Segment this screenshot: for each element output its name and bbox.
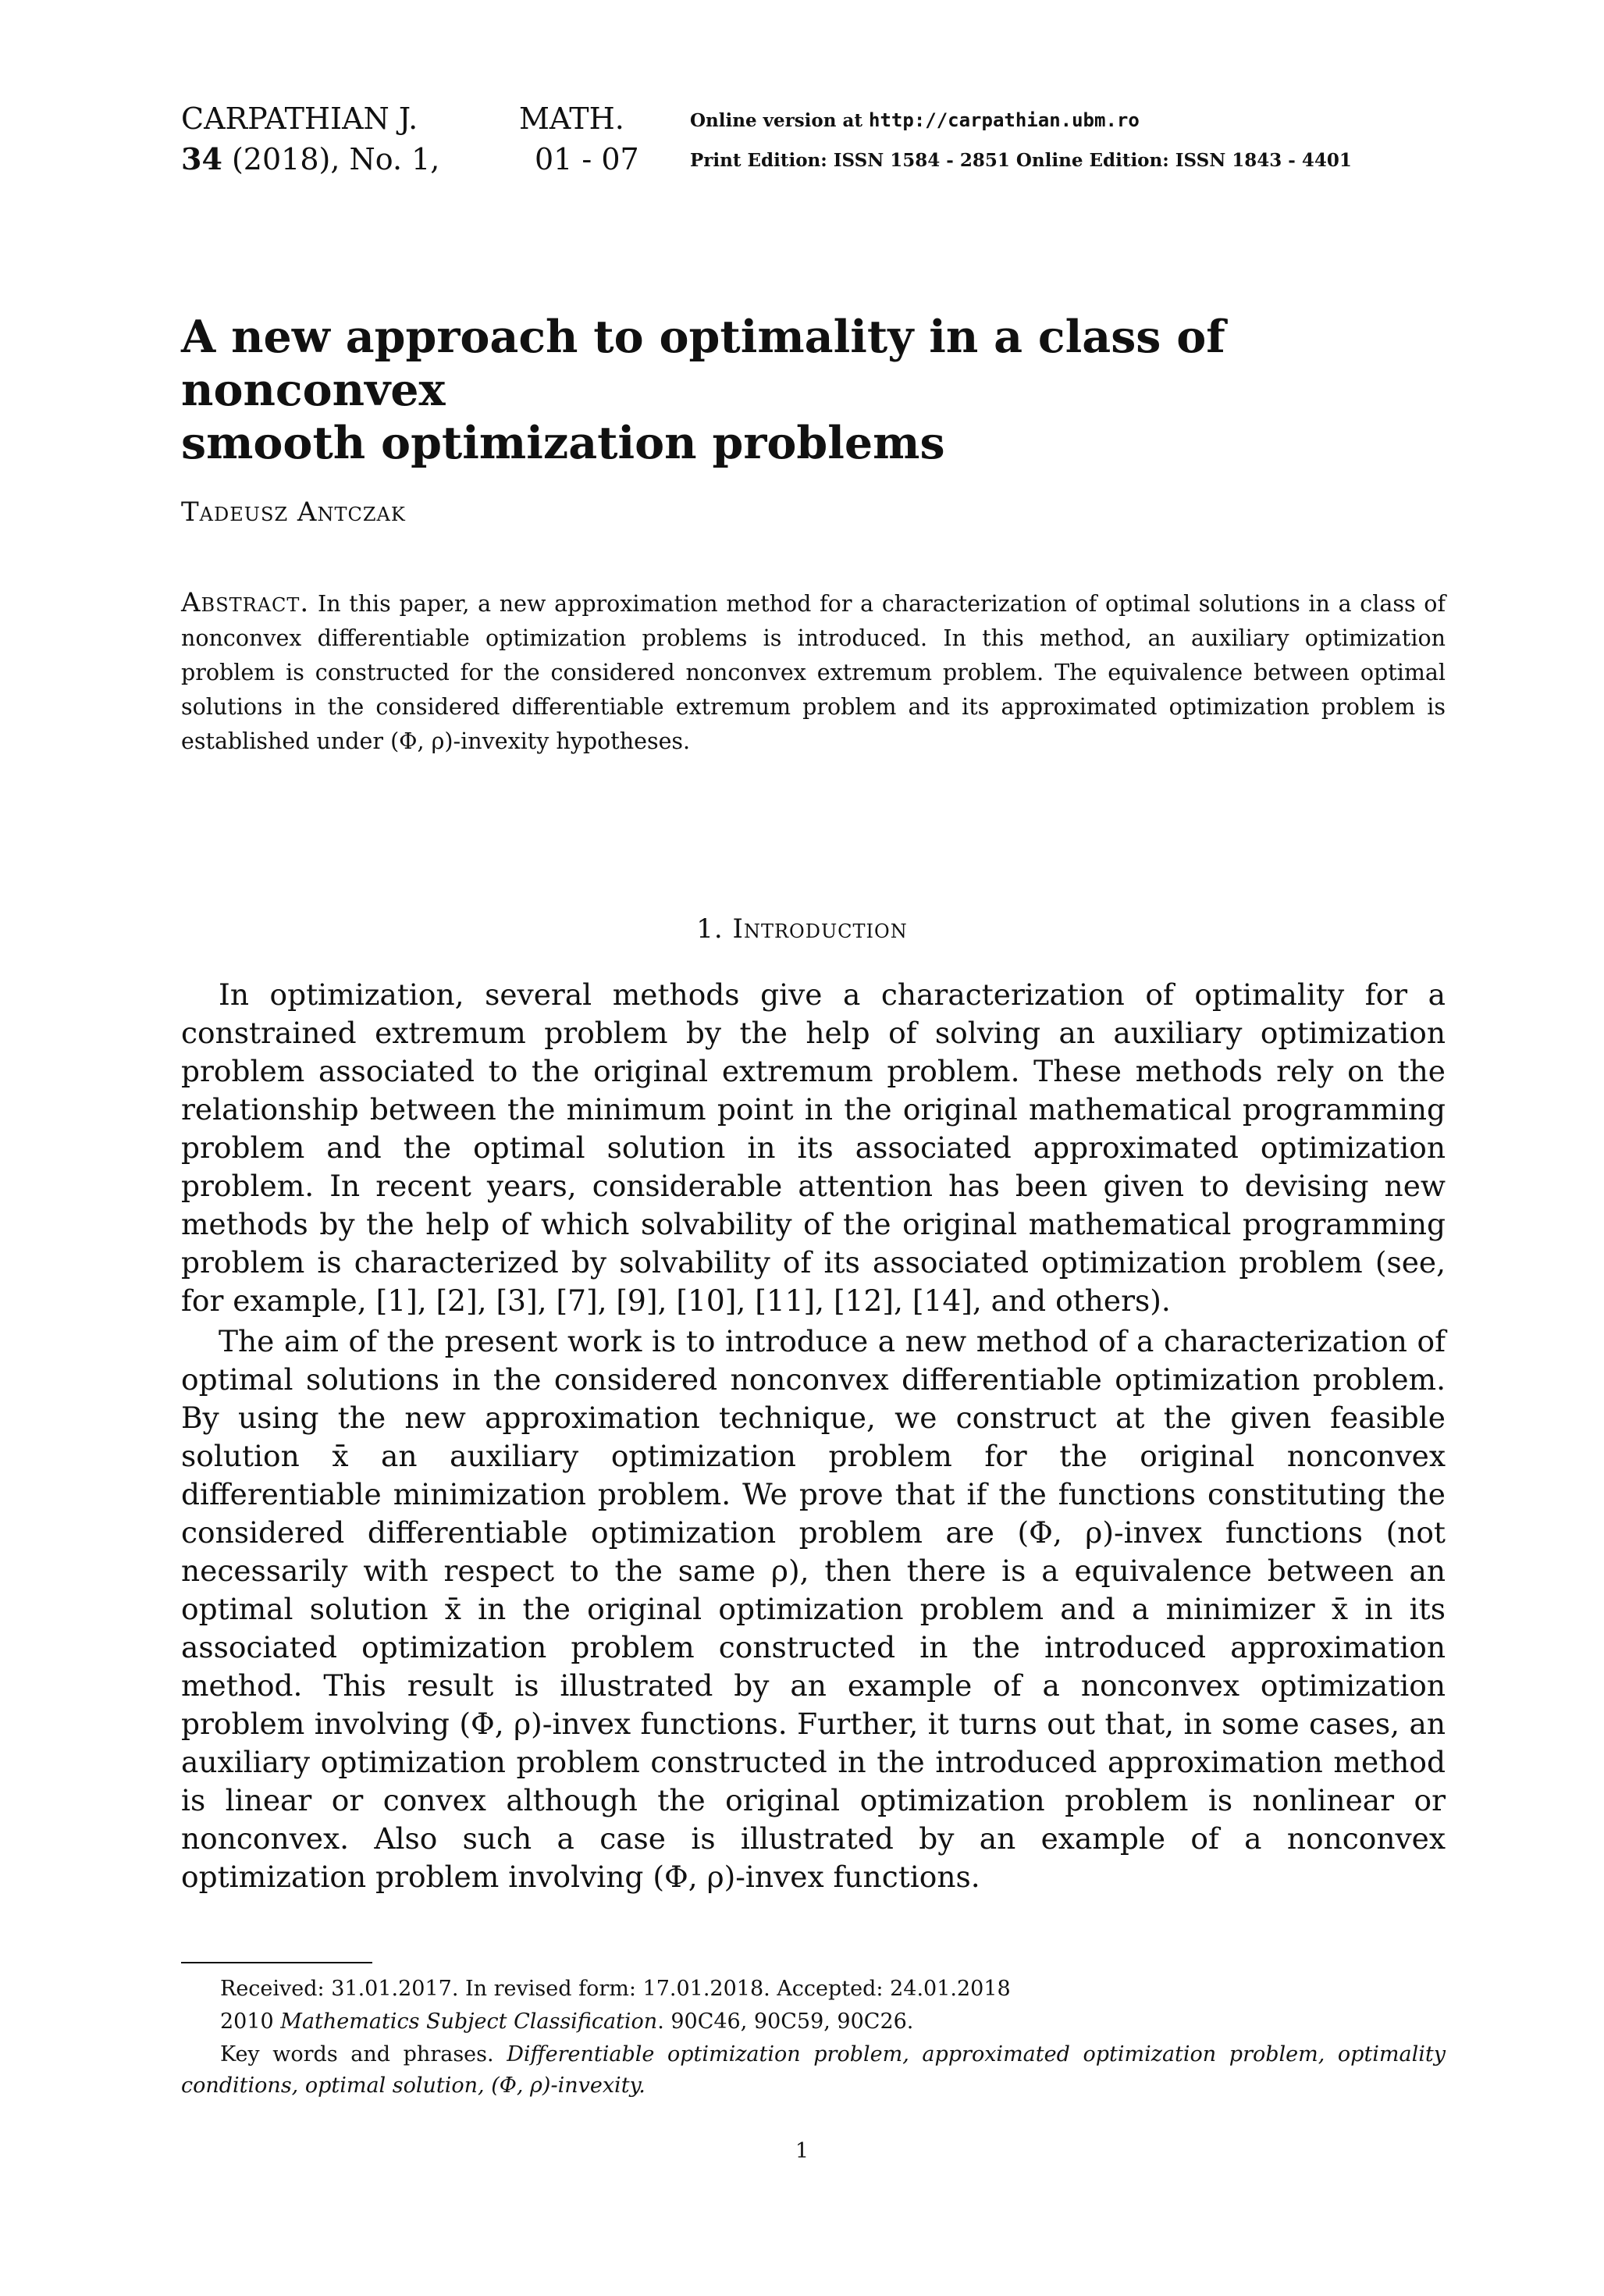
keywords bbox=[181, 2039, 1446, 2102]
volume-line bbox=[181, 141, 439, 178]
msc-label: Mathematics Subject Classification bbox=[280, 2009, 658, 2034]
online-version bbox=[690, 101, 1140, 140]
msc-year: 2010 bbox=[220, 2009, 281, 2034]
online-label: Online version at bbox=[690, 110, 870, 131]
page-range: 01 - 07 bbox=[535, 142, 639, 176]
page-number: 1 bbox=[795, 2139, 809, 2163]
online-url[interactable]: http://carpathian.ubm.ro bbox=[869, 109, 1140, 131]
author: Tadeusz Antczak bbox=[181, 497, 406, 528]
paper-title bbox=[181, 311, 1430, 470]
title-line-2: smooth optimization problems bbox=[181, 417, 945, 469]
journal-math: MATH. bbox=[519, 101, 624, 136]
volume-number: 34 bbox=[181, 141, 222, 176]
year-issue: (2018), No. 1, bbox=[222, 142, 440, 176]
section-title: Introduction bbox=[732, 913, 908, 945]
section-number: 1. bbox=[696, 913, 724, 945]
received-dates: Received: 31.01.2017. In revised form: 17.01.2018. Accepted: 24.01.2018 bbox=[220, 1977, 1011, 2001]
msc-classification bbox=[181, 2006, 1446, 2038]
journal-name: CARPATHIAN J. bbox=[181, 101, 418, 136]
paragraph-1: In optimization, several methods give a characterization of optimality for a constrained extremum problem by the help of solving an auxiliary optimization problem associated to the original extremum problem. These methods rely on the relationship between the minimum point in the original mathematical programming problem and the optimal solution in its associated approximated optimization problem. In recent years, considerable attention has been given to devising new methods by the help of which solvability of the original mathematical programming problem is characterized by solvability of its associated optimization problem (see, for example, [1], [2], [3], [7], [9], [10], [11], [12], [14], and others). bbox=[181, 977, 1446, 1318]
footnote-rule bbox=[181, 1962, 372, 1963]
abstract bbox=[181, 586, 1446, 759]
keywords-text: Differentiable optimization problem, approximated optimization problem, optimality conditions, optimal solution, (Φ, ρ)-invexity. bbox=[181, 2042, 1446, 2098]
title-line-1: A new approach to optimality in a class of nonconvex bbox=[181, 311, 1225, 416]
issn-line: Print Edition: ISSN 1584 - 2851 Online Edition: ISSN 1843 - 4401 bbox=[690, 150, 1352, 171]
abstract-text: In this paper, a new approximation method for a characterization of optimal solutions in a class of nonconvex differentiable optimization problems is introduced. In this method, an auxiliary optimization problem is constructed for the considered nonconvex extremum problem. The equivalence between optimal solutions in the considered differentiable extremum problem and its approximated optimization problem is established under (Φ, ρ)-invexity hypotheses. bbox=[181, 591, 1446, 754]
msc-codes: . 90C46, 90C59, 90C26. bbox=[657, 2009, 914, 2034]
paragraph-2: The aim of the present work is to introduce a new method of a characterization of optimal solutions in the considered nonconvex differentiable optimization problem. By using the new approximation technique, we construct at the given feasible solution x̄ an auxiliary optimization problem for the original nonconvex differentiable minimization problem. We prove that if the functions constituting the considered differentiable optimization problem are (Φ, ρ)-invex functions (not necessarily with respect to the same ρ), then there is a equivalence between an optimal solution x̄ in the original optimization problem and a minimizer x̄ in its associated optimization problem constructed in the introduced approximation method. This result is illustrated by an example of a nonconvex optimization problem involving (Φ, ρ)-invex functions. Further, it turns out that, in some cases, an auxiliary optimization problem constructed in the introduced approximation method is linear or convex although the original optimization problem is nonlinear or nonconvex. Also such a case is illustrated by an example of a nonconvex optimization problem involving (Φ, ρ)-invex functions. bbox=[181, 1324, 1446, 1894]
section-heading bbox=[0, 913, 1604, 945]
abstract-label: Abstract. bbox=[181, 587, 310, 618]
keywords-label: Key words and phrases. bbox=[220, 2042, 507, 2066]
